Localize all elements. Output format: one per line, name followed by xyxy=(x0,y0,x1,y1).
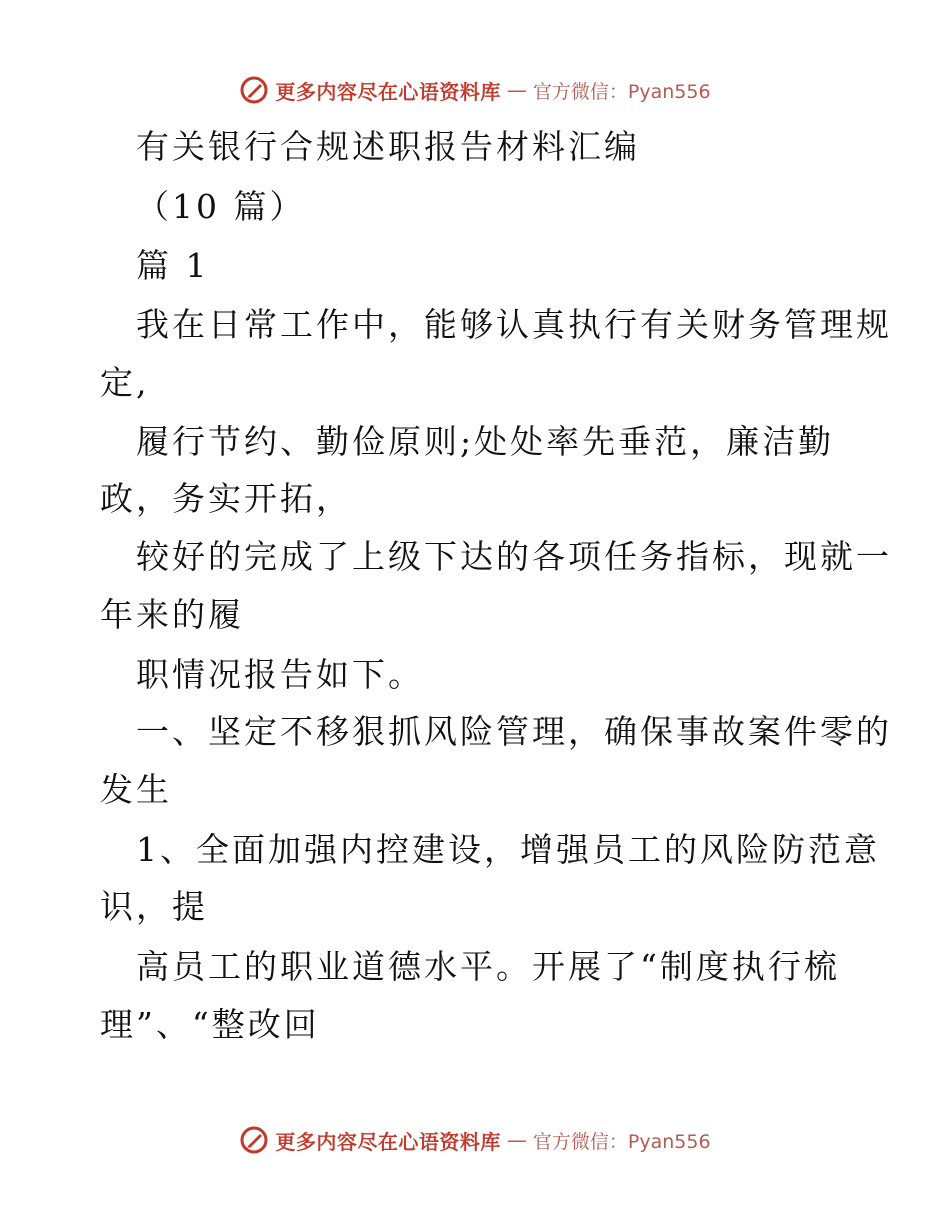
footer-site-text: 更多内容尽在心语资料库 xyxy=(275,1129,501,1154)
paragraph-line: 政，务实开拓， xyxy=(100,479,352,518)
paragraph-line: 职情况报告如下。 xyxy=(136,655,424,694)
document-title: 有关银行合规述职报告材料汇编 xyxy=(136,127,640,166)
paragraph-line: 发生 xyxy=(100,770,172,809)
section-heading: 篇 1 xyxy=(136,246,210,285)
header-wechat-text: 官方微信：Pyan556 xyxy=(532,80,711,103)
paragraph-line: 高员工的职业道德水平。开展了“制度执行梳 xyxy=(136,947,840,986)
footer-banner xyxy=(0,1120,950,1160)
paragraph-line: 我在日常工作中，能够认真执行有关财务管理规 xyxy=(136,305,892,344)
footer-separator: — xyxy=(506,1128,527,1152)
paragraph-line: 较好的完成了上级下达的各项任务指标，现就一 xyxy=(136,537,892,576)
header-separator: — xyxy=(506,78,527,102)
paragraph-line: 理”、“整改回 xyxy=(100,1005,320,1044)
paragraph-line: 年来的履 xyxy=(100,595,244,634)
header-banner-inner xyxy=(239,75,710,105)
header-banner xyxy=(0,70,950,110)
paragraph-line: 定, xyxy=(100,363,150,402)
footer-wechat-text: 官方微信：Pyan556 xyxy=(532,1130,711,1153)
quill-logo-icon xyxy=(239,1125,269,1155)
paragraph-line: 识，提 xyxy=(100,887,208,926)
paragraph-line: 履行节约、勤俭原则;处处率先垂范，廉洁勤 xyxy=(136,422,835,461)
header-site-text: 更多内容尽在心语资料库 xyxy=(275,79,501,104)
section-heading: 一、坚定不移狠抓风险管理，确保事故案件零的 xyxy=(136,712,892,751)
paragraph-line: 1、全面加强内控建设，增强员工的风险防范意 xyxy=(136,830,880,869)
footer-banner-inner xyxy=(239,1125,710,1155)
quill-logo-icon xyxy=(239,75,269,105)
document-subtitle: （10 篇） xyxy=(136,187,306,226)
